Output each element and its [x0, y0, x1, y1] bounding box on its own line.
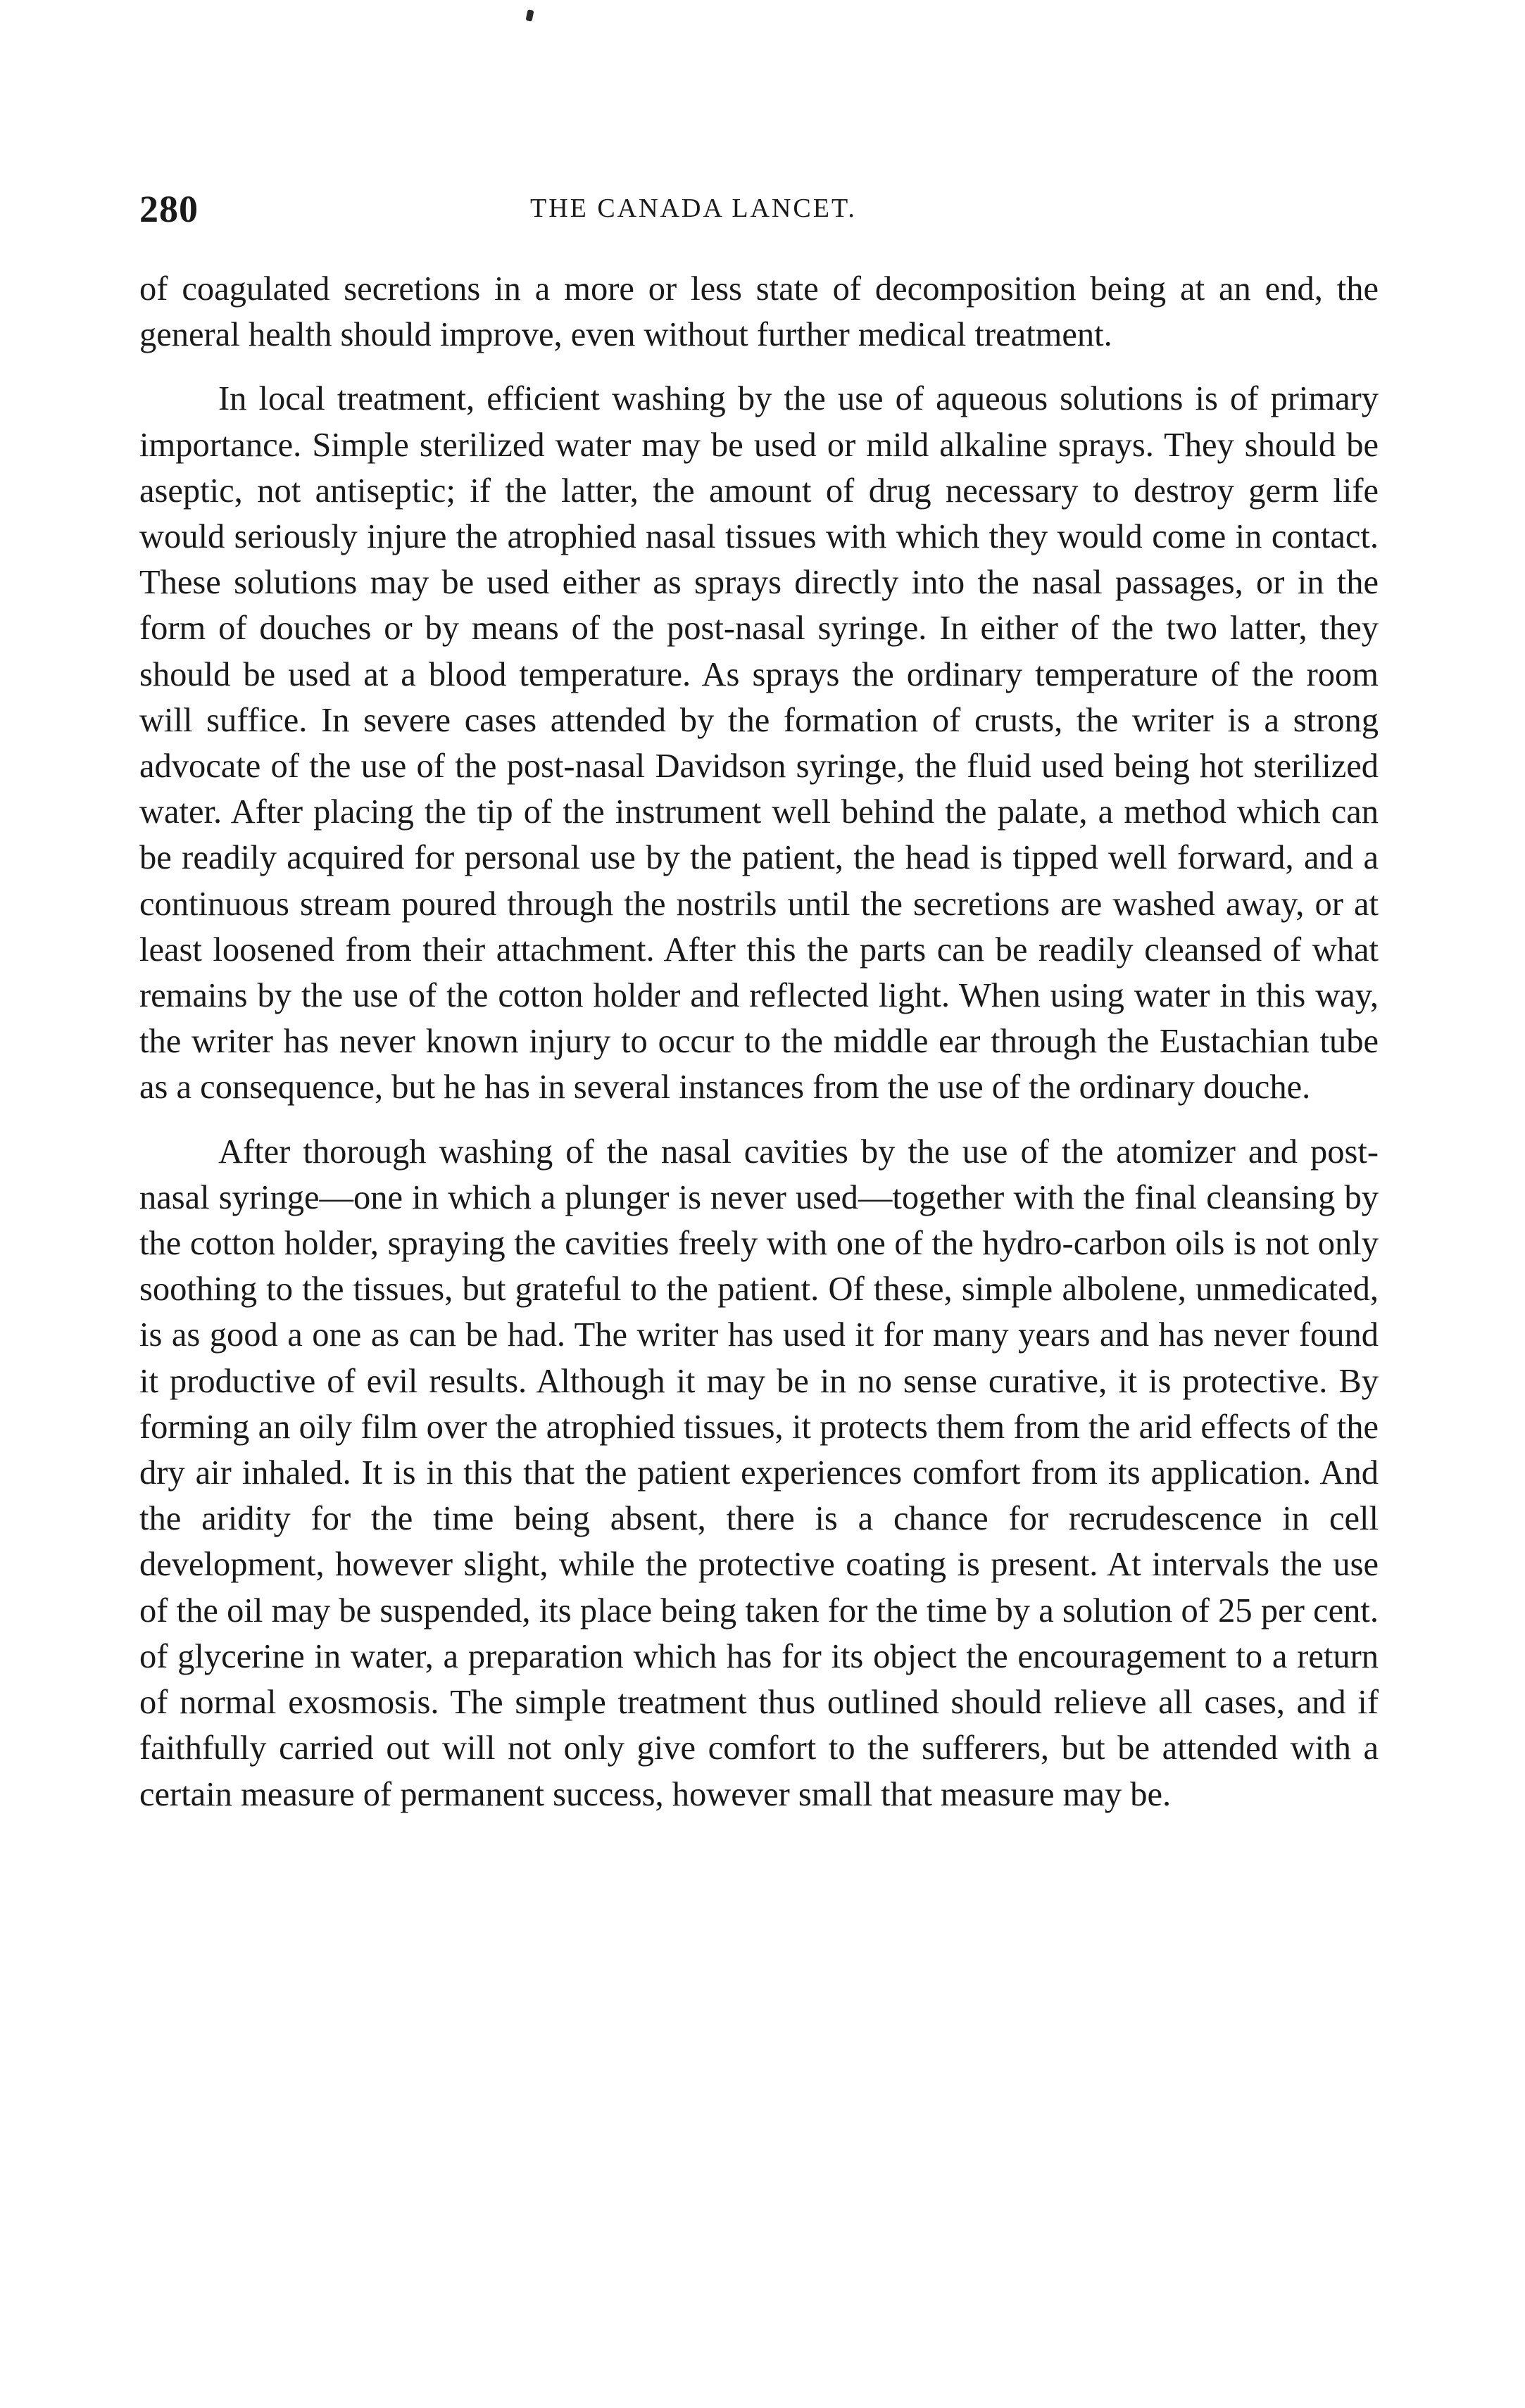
page-number: 280 — [139, 188, 199, 230]
paragraph-local-treatment: In local treatment, efficient washing by the use of aqueous solutions is of primary importance. Simple sterilized water may be used or mild alkaline sprays. They should be aseptic, not antiseptic; if the latter, the amount of drug necessary to destroy germ life would seriously injure the atrophied nasal tissues with which they would come in contact. These solutions may be used either as sprays directly into the nasal passages, or in the form of douches or by means of the post-nasal syringe. In either of the two latter, they should be used at a blood temperature. As sprays the ordinary temperature of the room will suffice. In severe cases attended by the formation of crusts, the writer is a strong advocate of the use of the post-nasal Davidson syringe, the fluid used being hot sterilized water. After placing the tip of the instrument well behind the palate, a method which can be readily acquired for personal use by the patient, the head is tipped well forward, and a continuous stream poured through the nostrils until the secretions are washed away, or at least loosened from their attachment. After this the parts can be readily cleansed of what remains by the use of the cotton holder and reflected light. When using water in this way, the writer has never known injury to occur to the middle ear through the Eustachian tube as a consequence, but he has in several instances from the use of the ordinary douche. — [139, 380, 1379, 1107]
paragraph-continuation: of coagulated secretions in a more or less state of decomposition being at an end, the general health should improve, even without further medical treatment. — [139, 270, 1379, 354]
article-body — [139, 266, 1379, 1817]
journal-title: THE CANADA LANCET. — [530, 194, 857, 223]
paragraph-oil-treatment: After thorough washing of the nasal cavities by the use of the atomizer and post-nasal syringe—one in which a plunger is never used—together with the final cleansing by the cotton holder, spraying the cavities freely with one of the hydro-carbon oils is not only soothing to the tissues, but grateful to the patient. Of these, simple albolene, unmedicated, is as good a one as can be had. The writer has used it for many years and has never found it productive of evil results. Although it may be in no sense curative, it is protective. By forming an oily film over the atrophied tissues, it protects them from the arid effects of the dry air inhaled. It is in this that the patient experiences comfort from its application. And the aridity for the time being absent, there is a chance for recrudescence in cell development, however slight, while the protective coating is present. At intervals the use of the oil may be suspended, its place being taken for the time by a solution of 25 per cent. of glycerine in water, a preparation which has for its object the encouragement to a return of normal exosmosis. The simple treatment thus outlined should relieve all cases, and if faithfully carried out will not only give comfort to the sufferers, but be attended with a certain measure of permanent success, however small that measure may be. — [139, 1133, 1379, 1813]
ink-speck — [525, 9, 534, 22]
running-header — [139, 187, 1379, 244]
